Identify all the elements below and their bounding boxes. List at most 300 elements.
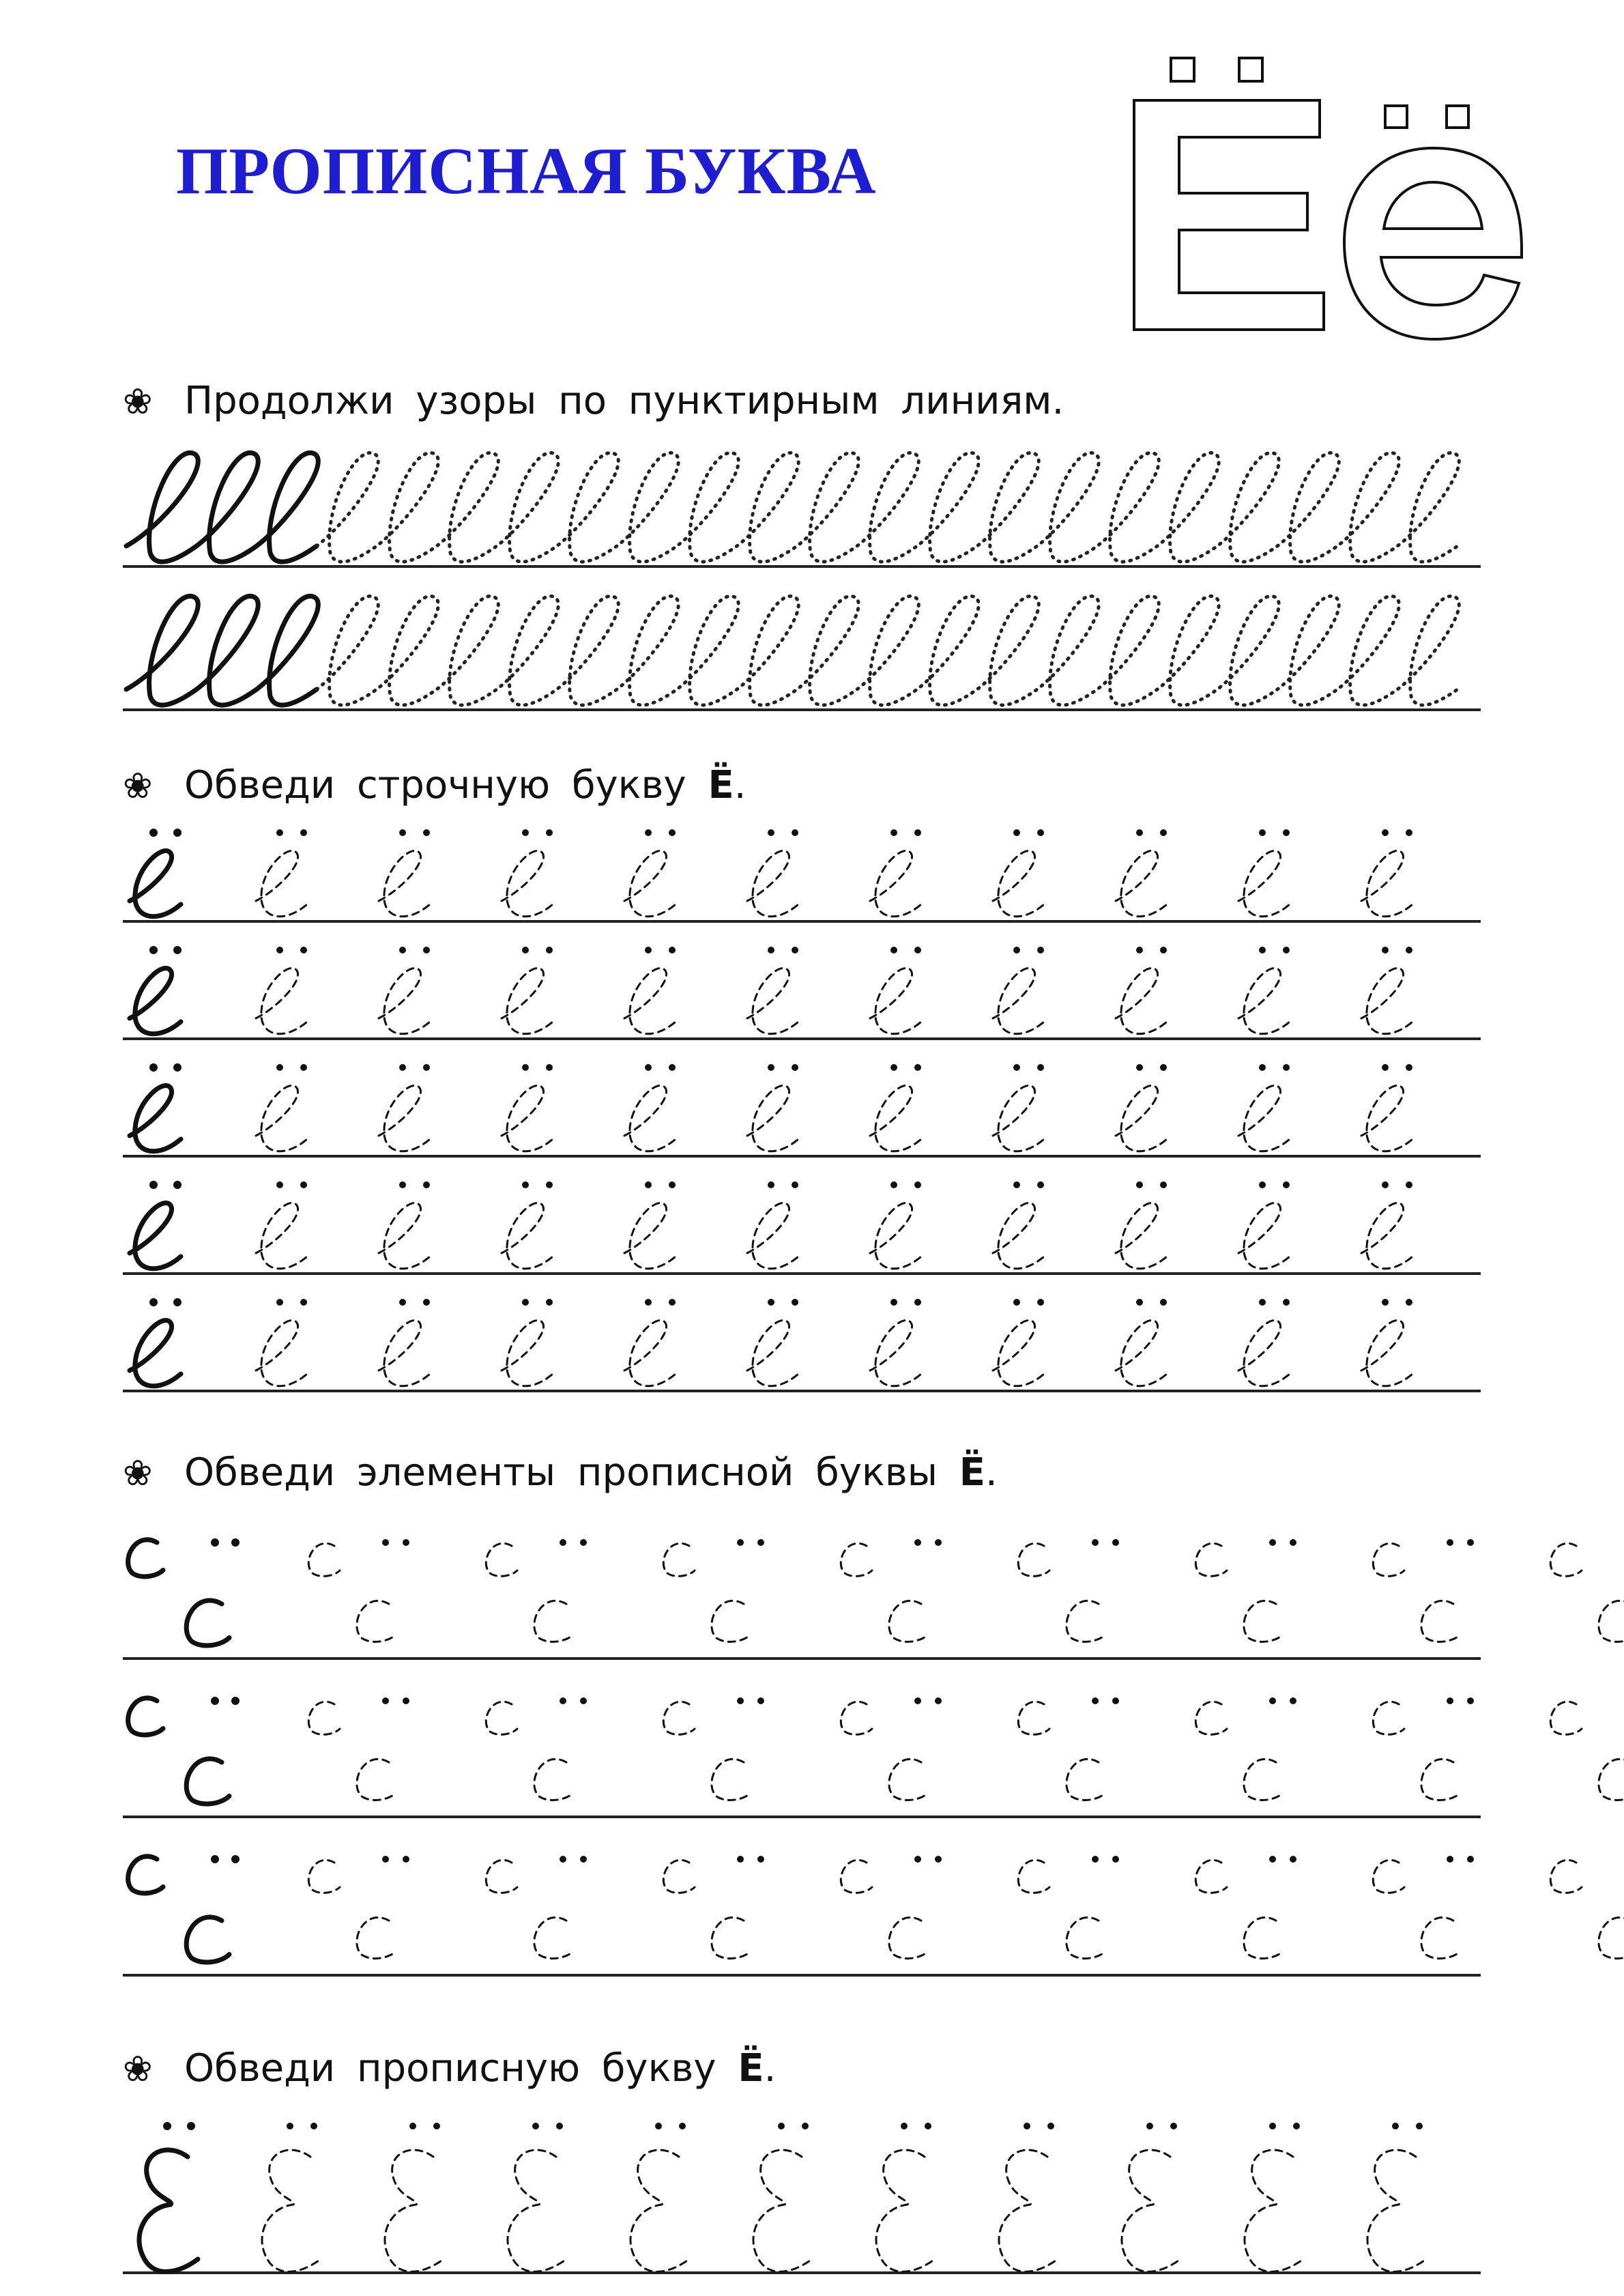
diaeresis-dot [149,1298,158,1306]
letter-dashed [256,1085,307,1151]
element-dashed [663,1860,695,1893]
element-dashed [889,1917,928,1958]
diaeresis-dot [655,2123,662,2129]
diaeresis-dot [231,1697,240,1705]
letter-dashed [747,1320,798,1386]
diaeresis-dot [645,1181,652,1188]
element-dashed [534,1601,573,1641]
diaeresis-dot [792,1299,798,1306]
letter-dashed [1361,1085,1412,1151]
capital-sample [139,2150,198,2271]
element-dashed [663,1702,695,1734]
diaeresis-dot [173,946,182,954]
diaeresis-dot [1136,1181,1143,1188]
letter-dashed [870,1203,921,1268]
diaeresis-dot [1037,947,1044,953]
diaeresis-dot [1037,1299,1044,1306]
element-dashed [486,1702,517,1734]
element-dashed [712,1917,751,1958]
diaeresis-dot [757,1697,764,1704]
diaeresis-dot [778,2123,785,2129]
element-sample [128,1540,163,1577]
instruction-text: Обведи строчную букву [184,763,686,807]
element-dashed [841,1860,872,1893]
letter-dashed [1116,1203,1167,1268]
letter-dashed [256,1320,307,1386]
diaeresis-dot [546,1064,553,1071]
diaeresis-dot [768,829,774,836]
diaeresis-dot [1013,947,1020,953]
diaeresis-dot [645,947,652,953]
diaeresis-dot [522,829,529,836]
diaeresis-dot [1406,1064,1412,1071]
letter-dashed [379,1203,430,1268]
diaeresis-dot [914,1539,921,1546]
diaeresis-dot [792,1181,798,1188]
diaeresis-dot [925,2123,931,2129]
diaeresis-dot [737,1697,744,1704]
diaeresis-dot [890,947,897,953]
instruction-letter: Ё [959,1450,985,1495]
element-dashed [534,1759,573,1800]
element-sample [186,1601,229,1646]
diaeresis-dot [1037,1064,1044,1071]
diaeresis-dot [757,1539,764,1546]
diaeresis-dot [1160,947,1167,953]
letter-dashed [1238,1085,1290,1151]
diaeresis-dot [546,947,553,953]
letter-dashed [1238,850,1290,916]
letter-dashed [870,850,921,916]
element-dashed [1373,1543,1404,1576]
diaeresis-dot [1112,1697,1119,1704]
diaeresis-dot [1406,1181,1412,1188]
diaeresis-dot [914,1299,921,1306]
instruction-letter: Ё [738,2046,764,2091]
diaeresis-dot [276,1181,283,1188]
diaeresis-dot [890,1064,897,1071]
element-dashed [1244,1759,1283,1800]
diaeresis-dot [276,829,283,836]
diaeresis-dot [149,946,158,954]
diaeresis-dot [645,1299,652,1306]
capital-dashed [630,2150,689,2271]
diaeresis-dot [669,1181,676,1188]
diaeresis-dot [276,1064,283,1071]
diaeresis-dot [173,1063,182,1072]
element-dashed [534,1917,573,1958]
element-dashed [486,1543,517,1576]
element-dashed [1550,1702,1582,1734]
diaeresis-dot [403,1856,409,1863]
diaeresis-dot [403,1539,409,1546]
letter-dashed [624,850,676,916]
element-dashed [308,1702,340,1734]
diaeresis-dot [1467,1697,1474,1704]
letter-dashed [1116,1320,1167,1386]
capital-dashed [385,2150,444,2271]
diaeresis-dot [1259,1181,1266,1188]
diaeresis-dot [645,1064,652,1071]
diaeresis-dot [645,829,652,836]
diaeresis-dot [890,829,897,836]
diaeresis-dot [173,829,182,837]
letter-dashed [1116,1085,1167,1151]
letter-dashed [993,1320,1044,1386]
diaeresis-dot [300,1299,307,1306]
diaeresis-dot [1259,1064,1266,1071]
diaeresis-dot [1382,947,1389,953]
diaeresis-dot [1092,1856,1099,1863]
diaeresis-dot [211,1855,219,1863]
diaeresis-dot [423,1181,430,1188]
letter-dashed [379,1320,430,1386]
diaeresis-dot [382,1539,389,1546]
diaeresis-dot [757,1856,764,1863]
diaeresis-dot [1112,1539,1119,1546]
diaeresis-dot [914,1181,921,1188]
letter-dashed [1116,850,1167,916]
diaeresis-dot [1013,1299,1020,1306]
diaeresis-dot [403,1697,409,1704]
letter-dashed [993,968,1044,1033]
element-dashed [1550,1860,1582,1893]
diaeresis-dot [546,1181,553,1188]
diaeresis-dot [1392,2123,1399,2129]
diaeresis-dot [1382,1181,1389,1188]
instruction-text: Обведи прописную букву [184,2046,716,2091]
letter-dashed [256,850,307,916]
element-dashed [1421,1601,1460,1641]
element-dashed [1067,1917,1105,1958]
diaeresis-dot [1416,2123,1423,2129]
letter-dashed [870,968,921,1033]
flower-icon: ❀ [123,382,153,422]
diaeresis-dot [1160,1181,1167,1188]
diaeresis-dot [1406,1299,1412,1306]
element-dashed [1195,1860,1227,1893]
letter-dashed [993,1203,1044,1268]
element-dashed [357,1759,396,1800]
diaeresis-dot [1406,947,1412,953]
diaeresis-dot [423,1299,430,1306]
diaeresis-dot [399,829,406,836]
element-sample [186,1917,229,1962]
loop-pattern-sample [126,453,318,562]
letter-dashed [747,850,798,916]
element-dashed [1599,1601,1624,1641]
element-dashed [308,1860,340,1893]
letter-dashed [624,968,676,1033]
diaeresis-dot [1259,1299,1266,1306]
diaeresis-dot [382,1856,389,1863]
flower-icon: ❀ [123,766,153,807]
diaeresis-dot [423,947,430,953]
letter-dashed [502,1203,553,1268]
diaeresis-dot [1092,1697,1099,1704]
diaeresis-dot [914,1064,921,1071]
letter-dashed [379,1085,430,1151]
diaeresis-dot [276,947,283,953]
element-dashed [712,1601,751,1641]
element-sample [128,1698,163,1735]
diaeresis-dot [560,1697,566,1704]
diaeresis-dot [1269,1856,1276,1863]
element-dashed [1018,1860,1049,1893]
outlined-capital-yo [1134,58,1324,330]
letter-dashed [1238,1203,1290,1268]
element-dashed [1599,1917,1624,1958]
diaeresis-dot [580,1856,587,1863]
letter-dashed [870,1320,921,1386]
outlined-letters [1112,38,1535,358]
diaeresis-dot [1293,2123,1300,2129]
diaeresis-dot [546,1299,553,1306]
element-dashed [1373,1702,1404,1734]
diaeresis-dot [1013,829,1020,836]
letter-sample [130,968,181,1033]
diaeresis-dot [1047,2123,1054,2129]
capital-dashed [753,2150,812,2271]
loop-pattern-sample [126,596,318,705]
element-dashed [1067,1601,1105,1641]
diaeresis-dot [679,2123,686,2129]
element-dashed [1373,1860,1404,1893]
letter-sample [130,1085,181,1151]
element-sample [186,1759,229,1804]
instruction-lowercase [123,763,746,807]
letter-dashed [993,1085,1044,1151]
diaeresis-dot [1283,1299,1290,1306]
diaeresis-dot [423,1064,430,1071]
diaeresis-dot [1283,947,1290,953]
diaeresis-dot [1467,1856,1474,1863]
diaeresis-dot [556,2123,563,2129]
element-dashed [712,1759,751,1800]
letter-sample [130,1203,181,1268]
diaeresis-dot [399,947,406,953]
element-sample [128,1856,163,1893]
diaeresis-dot [433,2123,440,2129]
diaeresis-dot [890,1299,897,1306]
diaeresis-dot [399,1299,406,1306]
diaeresis-dot [737,1539,744,1546]
lowercase-tracing-rows [0,819,1624,1413]
diaeresis-dot [1447,1697,1453,1704]
diaeresis-dot [1467,1539,1474,1546]
loop-pattern-rows [0,437,1624,737]
letter-dashed [624,1320,676,1386]
diaeresis-dot [1382,1064,1389,1071]
diaeresis-dot [1259,829,1266,836]
diaeresis-dot [423,829,430,836]
page-title: ПРОПИСНАЯ БУКВА [176,134,877,208]
letter-dashed [747,1203,798,1268]
diaeresis-dot [399,1064,406,1071]
letter-dashed [1361,850,1412,916]
element-dashed [486,1860,517,1893]
diaeresis-dot [300,947,307,953]
diaeresis-dot [300,1181,307,1188]
diaeresis-dot [1283,1064,1290,1071]
diaeresis-dot [802,2123,809,2129]
element-dashed [1599,1759,1624,1800]
capital-dashed [1245,2150,1303,2271]
capital-dashed [1122,2150,1180,2271]
element-dashed [1244,1917,1283,1958]
diaeresis-dot [399,1181,406,1188]
diaeresis-dot [276,1299,283,1306]
diaeresis-dot [1136,1064,1143,1071]
diaeresis-dot [935,1697,942,1704]
diaeresis-dot [737,1856,744,1863]
letter-dashed [502,1085,553,1151]
diaeresis-dot [768,1064,774,1071]
element-dashed [1550,1543,1582,1576]
letter-dashed [502,850,553,916]
diaeresis-dot [792,1064,798,1071]
element-dashed [1195,1702,1227,1734]
diaeresis-dot [1092,1539,1099,1546]
diaeresis-dot [669,829,676,836]
diaeresis-dot [792,947,798,953]
letter-dashed [379,850,430,916]
diaeresis-dot [149,829,158,837]
diaeresis-dot [1024,2123,1030,2129]
instruction-end: . [985,1450,998,1495]
instruction-end: . [764,2046,777,2091]
diaeresis-dot [1013,1064,1020,1071]
diaeresis-dot [1160,1064,1167,1071]
element-dashed [357,1601,396,1641]
instruction-end: . [734,763,746,807]
diaeresis-dot [173,1298,182,1306]
letter-dashed [502,968,553,1033]
diaeresis-dot [1447,1539,1453,1546]
diaeresis-dot [1447,1856,1453,1863]
diaeresis-dot [669,1064,676,1071]
diaeresis-dot [1170,2123,1177,2129]
diaeresis-dot [211,1697,219,1705]
diaeresis-dot [1283,1181,1290,1188]
element-dashed [841,1702,872,1734]
diaeresis-dot [792,829,798,836]
diaeresis-dot [300,1064,307,1071]
element-dashed [889,1759,928,1800]
diaeresis-dot [580,1697,587,1704]
loop-pattern-dotted [317,453,1459,562]
instruction-elements [123,1450,998,1495]
letter-sample [130,850,181,916]
diaeresis-dot [1269,1539,1276,1546]
letter-dashed [1238,1320,1290,1386]
diaeresis-dot [580,1539,587,1546]
loop-pattern-dotted [317,596,1459,705]
instruction-uppercase [123,2046,776,2091]
diaeresis-dot [935,1539,942,1546]
diaeresis-dot [522,947,529,953]
diaeresis-dot [1406,829,1412,836]
letter-dashed [256,968,307,1033]
capital-dashed [999,2150,1058,2271]
letter-dashed [747,1085,798,1151]
diaeresis-dot [1112,1856,1119,1863]
diaeresis-dot [935,1856,942,1863]
diaeresis-dot [1160,1299,1167,1306]
element-dashed [1244,1601,1283,1641]
diaeresis-dot [1136,947,1143,953]
diaeresis-dot [1283,829,1290,836]
diaeresis-dot [1290,1856,1296,1863]
element-dashed [357,1917,396,1958]
diaeresis-dot [1037,829,1044,836]
diaeresis-dot [1290,1697,1296,1704]
diaeresis-dot [532,2123,539,2129]
diaeresis-dot [560,1856,566,1863]
diaeresis-dot [231,1538,240,1547]
diaeresis-dot [1382,829,1389,836]
capital-dashed [876,2150,935,2271]
diaeresis-dot [768,947,774,953]
diaeresis-dot [1269,1697,1276,1704]
diaeresis-dot [1136,829,1143,836]
element-dashed [841,1543,872,1576]
diaeresis-dot [310,2123,317,2129]
element-dashed [1067,1759,1105,1800]
diaeresis-dot [409,2123,416,2129]
diaeresis-dot [768,1299,774,1306]
diaeresis-dot [522,1181,529,1188]
element-dashed [1018,1702,1049,1734]
diaeresis-dot [211,1538,219,1547]
element-dashed [1421,1917,1460,1958]
diaeresis-dot [1037,1181,1044,1188]
diaeresis-dot [173,1181,182,1189]
outlined-small-yo [1344,106,1522,339]
element-dashed [1195,1543,1227,1576]
diaeresis-dot [187,2122,195,2130]
element-dashed [663,1543,695,1576]
letter-dashed [1116,968,1167,1033]
instruction-text: Продолжи узоры по пунктирным линиям. [184,379,1064,423]
letter-dashed [993,850,1044,916]
letter-sample [130,1320,181,1386]
diaeresis-dot [546,829,553,836]
letter-dashed [624,1085,676,1151]
diaeresis-dot [1136,1299,1143,1306]
instruction-letter: Ё [708,763,734,807]
elements-tracing-rows [0,1522,1624,2000]
letter-dashed [747,968,798,1033]
diaeresis-dot [1160,829,1167,836]
diaeresis-dot [382,1697,389,1704]
diaeresis-dot [901,2123,908,2129]
element-dashed [889,1601,928,1641]
letter-dashed [624,1203,676,1268]
diaeresis-dot [890,1181,897,1188]
diaeresis-dot [768,1181,774,1188]
letter-dashed [502,1320,553,1386]
diaeresis-dot [1269,2123,1276,2129]
letter-dashed [870,1085,921,1151]
instruction-text: Обведи элементы прописной буквы [184,1450,938,1495]
letter-dashed [256,1203,307,1268]
diaeresis-dot [1146,2123,1153,2129]
capital-dashed [1367,2150,1426,2271]
diaeresis-dot [1259,947,1266,953]
element-dashed [1018,1543,1049,1576]
diaeresis-dot [914,1697,921,1704]
